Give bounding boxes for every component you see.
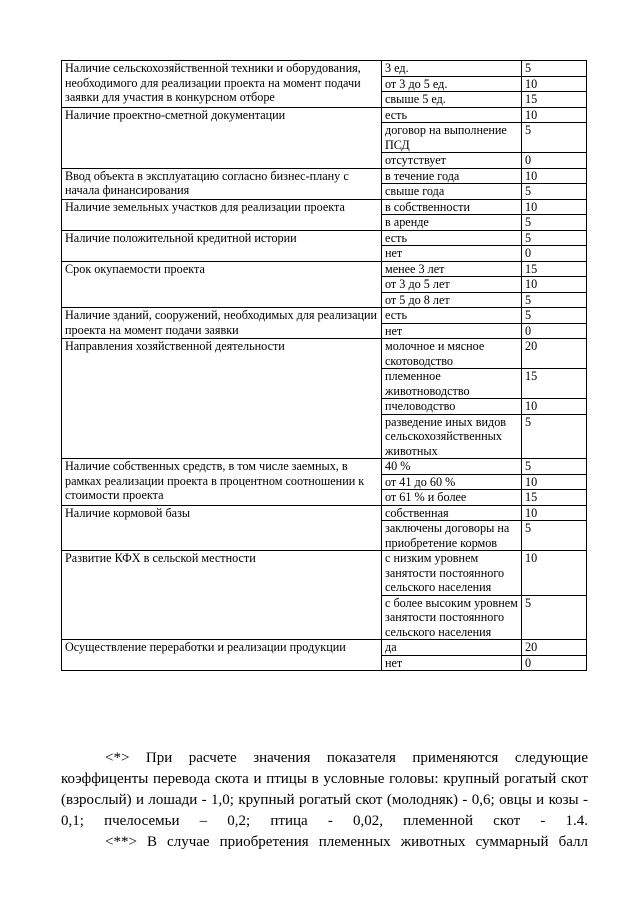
option-label: в течение года xyxy=(382,168,522,184)
option-label: есть xyxy=(382,308,522,324)
option-score: 5 xyxy=(522,414,587,459)
option-label: да xyxy=(382,640,522,656)
option-label: с более высоким уровнем занятости постоянного сельского населения xyxy=(382,595,522,640)
option-score: 5 xyxy=(522,230,587,246)
option-label: пчеловодство xyxy=(382,399,522,415)
criteria-table-body xyxy=(62,61,587,671)
option-score: 10 xyxy=(522,76,587,92)
option-label: 3 ед. xyxy=(382,61,522,77)
option-score: 5 xyxy=(522,521,587,551)
option-score: 10 xyxy=(522,107,587,123)
option-score: 0 xyxy=(522,246,587,262)
option-score: 5 xyxy=(522,123,587,153)
table-row xyxy=(62,61,587,77)
table-row xyxy=(62,339,587,369)
table-row xyxy=(62,640,587,656)
option-label: от 61 % и более xyxy=(382,490,522,506)
option-score: 0 xyxy=(522,323,587,339)
criterion-name: Направления хозяйственной деятельности xyxy=(62,339,382,459)
option-label: есть xyxy=(382,107,522,123)
option-score: 10 xyxy=(522,505,587,521)
option-label: есть xyxy=(382,230,522,246)
criterion-name: Ввод объекта в эксплуатацию согласно бизнес-плану с начала финансирования xyxy=(62,168,382,199)
table-row xyxy=(62,505,587,521)
option-score: 0 xyxy=(522,655,587,671)
option-score: 10 xyxy=(522,474,587,490)
option-score: 5 xyxy=(522,595,587,640)
criterion-name: Наличие положительной кредитной истории xyxy=(62,230,382,261)
option-score: 10 xyxy=(522,277,587,293)
criterion-name: Наличие зданий, сооружений, необходимых для реализации проекта на момент подачи заявки xyxy=(62,308,382,339)
option-label: племенное животноводство xyxy=(382,369,522,399)
criterion-name: Развитие КФХ в сельской местности xyxy=(62,551,382,640)
option-label: в собственности xyxy=(382,199,522,215)
option-label: от 3 до 5 ед. xyxy=(382,76,522,92)
option-score: 5 xyxy=(522,184,587,200)
option-score: 0 xyxy=(522,153,587,169)
option-score: 5 xyxy=(522,292,587,308)
criterion-name: Наличие сельскохозяйственной техники и оборудования, необходимого для реализации проекта на момент подачи заявки для участия в конкурсном отборе xyxy=(62,61,382,108)
option-score: 10 xyxy=(522,199,587,215)
criteria-table xyxy=(61,60,587,671)
footnote-breeding: <**> В случае приобретения племенных животных суммарный балл xyxy=(105,834,588,850)
option-label: 40 % xyxy=(382,459,522,475)
table-row xyxy=(62,230,587,246)
option-score: 10 xyxy=(522,168,587,184)
option-score: 15 xyxy=(522,490,587,506)
footnote-coefficients: <*> При расчете значения показателя применяются следующие коэффиценты перевода скота и птицы в условные головы: крупный рогатый скот (взрослый) и лошади - 1,0; крупный рогатый скот (молодняк) - 0,6; овцы и козы - 0,1; пчелосемьи – 0,2; птица - 0,02, племенной скот - 1.4. xyxy=(61,750,588,829)
option-label: разведение иных видов сельскохозяйственных животных xyxy=(382,414,522,459)
option-score: 15 xyxy=(522,92,587,108)
table-row xyxy=(62,459,587,475)
option-score: 5 xyxy=(522,61,587,77)
option-score: 15 xyxy=(522,369,587,399)
option-score: 15 xyxy=(522,261,587,277)
option-label: в аренде xyxy=(382,215,522,231)
option-label: свыше 5 ед. xyxy=(382,92,522,108)
option-label: нет xyxy=(382,323,522,339)
criterion-name: Осуществление переработки и реализации продукции xyxy=(62,640,382,671)
option-label: договор на выполнение ПСД xyxy=(382,123,522,153)
option-label: отсутствует xyxy=(382,153,522,169)
option-label: с низким уровнем занятости постоянного сельского населения xyxy=(382,551,522,596)
option-score: 5 xyxy=(522,459,587,475)
option-label: нет xyxy=(382,655,522,671)
option-label: от 5 до 8 лет xyxy=(382,292,522,308)
option-label: молочное и мясное скотоводство xyxy=(382,339,522,369)
option-label: от 3 до 5 лет xyxy=(382,277,522,293)
option-score: 20 xyxy=(522,339,587,369)
table-row xyxy=(62,199,587,215)
table-row xyxy=(62,261,587,277)
option-label: нет xyxy=(382,246,522,262)
table-row xyxy=(62,107,587,123)
criterion-name: Наличие собственных средств, в том числе заемных, в рамках реализации проекта в процентном соотношении к стоимости проекта xyxy=(62,459,382,506)
table-row xyxy=(62,168,587,184)
option-score: 10 xyxy=(522,551,587,596)
option-label: свыше года xyxy=(382,184,522,200)
option-score: 10 xyxy=(522,399,587,415)
option-score: 5 xyxy=(522,215,587,231)
option-score: 20 xyxy=(522,640,587,656)
option-label: собственная xyxy=(382,505,522,521)
option-score: 5 xyxy=(522,308,587,324)
option-label: заключены договоры на приобретение кормов xyxy=(382,521,522,551)
footnotes xyxy=(61,748,588,853)
table-row xyxy=(62,308,587,324)
criterion-name: Наличие кормовой базы xyxy=(62,505,382,551)
option-label: менее 3 лет xyxy=(382,261,522,277)
criterion-name: Наличие земельных участков для реализации проекта xyxy=(62,199,382,230)
option-label: от 41 до 60 % xyxy=(382,474,522,490)
criterion-name: Срок окупаемости проекта xyxy=(62,261,382,308)
criterion-name: Наличие проектно-сметной документации xyxy=(62,107,382,168)
table-row xyxy=(62,551,587,596)
